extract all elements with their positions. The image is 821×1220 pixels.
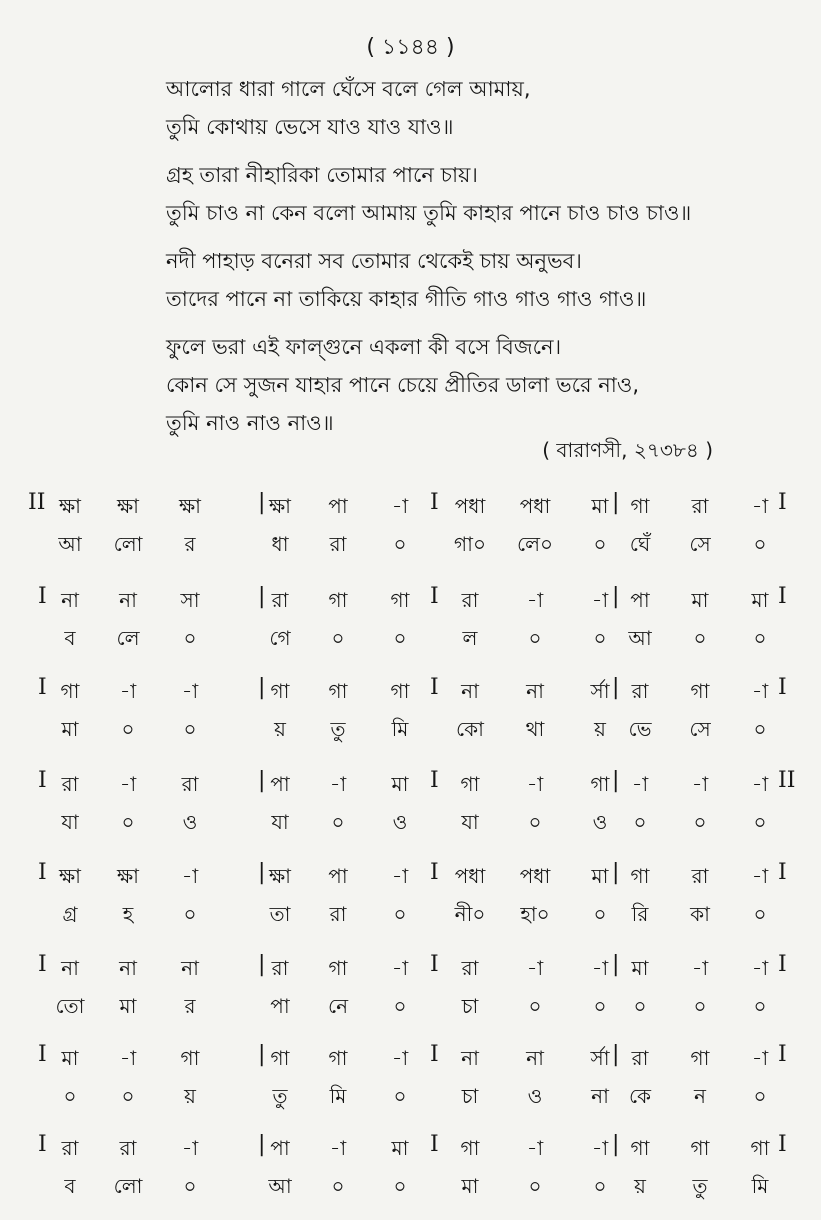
note-cell: গা (690, 679, 710, 703)
barline: | (258, 860, 266, 885)
syllable-cell: ০ (393, 532, 407, 556)
start-barline: I (38, 675, 47, 700)
syllable-cell: য় (594, 717, 606, 741)
syllable-cell: ০ (593, 626, 607, 650)
syllable-cell: তু (330, 717, 346, 741)
note-cell: -া (751, 956, 769, 980)
barline: | (258, 952, 266, 977)
note-cell: গা (630, 494, 650, 518)
syllable-cell: ০ (633, 810, 647, 834)
note-cell: রা (61, 772, 79, 796)
barline: | (258, 1132, 266, 1157)
note-cell: গা (328, 588, 348, 612)
syllable-cell: ০ (121, 717, 135, 741)
start-barline: I (38, 860, 47, 885)
lyric-line: আলোর ধারা গালে ঘেঁসে বলে গেল আমায়, (166, 77, 531, 101)
note-cell: না (526, 1046, 544, 1070)
syllable-cell: ০ (593, 532, 607, 556)
syllable-cell: ০ (331, 810, 345, 834)
syllable-cell: য় (184, 1084, 196, 1108)
place-date-credit: ( বারাণসী, ২৭৩৮৪ ) (542, 438, 713, 462)
syllable-cell: সে (689, 717, 711, 741)
note-cell: র্সা (590, 679, 610, 703)
note-cell: গা (460, 1136, 480, 1160)
end-barline: I (778, 952, 787, 977)
syllable-cell: ব (64, 626, 76, 650)
syllable-cell: ন (694, 1084, 706, 1108)
syllable-cell: ও (592, 810, 608, 834)
note-cell: না (461, 679, 479, 703)
notation-row (0, 950, 821, 1040)
syllable-cell: ও (392, 810, 408, 834)
syllable-cell: চা (461, 1084, 479, 1108)
note-cell: গা (328, 956, 348, 980)
note-cell: -া (526, 588, 544, 612)
note-cell: -া (526, 772, 544, 796)
end-barline: I (778, 490, 787, 515)
syllable-cell: হ (122, 902, 134, 926)
note-cell: গা (460, 772, 480, 796)
note-cell: সা (180, 588, 200, 612)
syllable-cell: লে (116, 626, 140, 650)
syllable-cell: কে (628, 1084, 652, 1108)
syllable-cell: মা (61, 717, 79, 741)
syllable-cell: ০ (528, 810, 542, 834)
syllable-cell: ঘেঁ (629, 532, 651, 556)
note-cell: -া (526, 956, 544, 980)
note-cell: গা (630, 864, 650, 888)
note-cell: গা (270, 679, 290, 703)
note-cell: ক্ষা (116, 864, 139, 888)
note-cell: ক্ষা (116, 494, 139, 518)
syllable-cell: গ্র (62, 902, 78, 926)
note-cell: পা (630, 588, 650, 612)
barline: | (612, 1042, 620, 1067)
note-cell: -া (119, 1046, 137, 1070)
note-cell: রা (691, 494, 709, 518)
note-cell: রা (271, 588, 289, 612)
syllable-cell: মা (461, 1174, 479, 1198)
note-cell: -া (591, 1136, 609, 1160)
note-cell: রা (181, 772, 199, 796)
syllable-cell: যা (461, 810, 479, 834)
syllable-cell: মা (119, 994, 137, 1018)
syllable-cell: সে (689, 532, 711, 556)
syllable-cell: রা (329, 902, 347, 926)
note-cell: গা (390, 588, 410, 612)
end-barline: I (778, 584, 787, 609)
syllable-cell: আ (268, 1174, 292, 1198)
syllable-cell: ও (182, 810, 198, 834)
barline: I (430, 675, 439, 700)
syllable-cell: ০ (528, 994, 542, 1018)
note-cell: গা (690, 1136, 710, 1160)
note-cell: -া (329, 1136, 347, 1160)
end-barline: I (778, 675, 787, 700)
note-cell: পা (328, 864, 348, 888)
syllable-cell: যা (271, 810, 289, 834)
barline: I (430, 490, 439, 515)
syllable-cell: ০ (753, 626, 767, 650)
note-cell: গা (590, 772, 610, 796)
note-cell: মা (61, 1046, 79, 1070)
syllable-cell: ০ (183, 1174, 197, 1198)
syllable-cell: মি (391, 717, 409, 741)
barline: | (258, 1042, 266, 1067)
syllable-cell: ০ (183, 626, 197, 650)
barline: | (258, 584, 266, 609)
notation-row (0, 673, 821, 763)
note-cell: মা (391, 772, 409, 796)
lyric-line: ফুলে ভরা এই ফাল্গুনে একলা কী বসে বিজনে। (166, 335, 562, 359)
note-cell: না (181, 956, 199, 980)
end-barline: I (778, 860, 787, 885)
note-cell: পা (270, 1136, 290, 1160)
barline: I (430, 768, 439, 793)
syllable-cell: র (184, 994, 196, 1018)
note-cell: -া (391, 864, 409, 888)
syllable-cell: ০ (121, 810, 135, 834)
note-cell: রা (461, 588, 479, 612)
syllable-cell: ০ (593, 994, 607, 1018)
note-cell: -া (181, 864, 199, 888)
note-cell: ক্ষা (58, 864, 81, 888)
syllable-cell: ল (462, 626, 478, 650)
syllable-cell: আ (58, 532, 82, 556)
syllable-cell: আ (628, 626, 652, 650)
syllable-cell: ০ (183, 902, 197, 926)
lyric-line: কোন সে সুজন যাহার পানে চেয়ে প্রীতির ডালা ভরে নাও, (166, 373, 640, 397)
syllable-cell: ধা (271, 532, 289, 556)
note-cell: -া (119, 772, 137, 796)
note-cell: রা (631, 679, 649, 703)
notation-row (0, 1130, 821, 1220)
note-cell: গা (180, 1046, 200, 1070)
syllable-cell: য় (634, 1174, 646, 1198)
syllable-cell: ০ (393, 994, 407, 1018)
syllable-cell: রা (329, 532, 347, 556)
note-cell: -া (391, 956, 409, 980)
note-cell: -া (751, 1046, 769, 1070)
note-cell: মা (631, 956, 649, 980)
syllable-cell: ব (64, 1174, 76, 1198)
note-cell: মা (391, 1136, 409, 1160)
syllable-cell: গে (269, 626, 291, 650)
start-barline: I (38, 952, 47, 977)
notation-row (0, 766, 821, 856)
note-cell: পধা (519, 864, 551, 888)
note-cell: -া (591, 588, 609, 612)
note-cell: পধা (519, 494, 551, 518)
start-barline: II (28, 490, 46, 515)
note-cell: -া (181, 1136, 199, 1160)
notation-row (0, 1040, 821, 1130)
syllable-cell: চা (461, 994, 479, 1018)
note-cell: মা (751, 588, 769, 612)
start-barline: I (38, 584, 47, 609)
barline: | (612, 860, 620, 885)
note-cell: গা (328, 679, 348, 703)
barline: | (612, 584, 620, 609)
syllable-cell: র (184, 532, 196, 556)
syllable-cell: ০ (528, 1174, 542, 1198)
syllable-cell: ০ (528, 626, 542, 650)
note-cell: মা (691, 588, 709, 612)
note-cell: পা (328, 494, 348, 518)
start-barline: I (38, 768, 47, 793)
note-cell: গা (690, 1046, 710, 1070)
note-cell: -া (751, 772, 769, 796)
barline: I (430, 860, 439, 885)
note-cell: গা (750, 1136, 770, 1160)
barline: I (430, 1132, 439, 1157)
syllable-cell: নে (327, 994, 349, 1018)
notation-row (0, 858, 821, 948)
syllable-cell: থা (525, 717, 545, 741)
note-cell: -া (181, 679, 199, 703)
note-cell: না (526, 679, 544, 703)
note-cell: ক্ষা (268, 864, 291, 888)
barline: | (612, 952, 620, 977)
end-barline: I (778, 1042, 787, 1067)
syllable-cell: ও (527, 1084, 543, 1108)
syllable-cell: ০ (753, 810, 767, 834)
syllable-cell: রি (631, 902, 649, 926)
barline: | (612, 675, 620, 700)
end-barline: II (778, 768, 796, 793)
lyric-line: তুমি নাও নাও নাও॥ (166, 411, 334, 435)
syllable-cell: ০ (693, 810, 707, 834)
syllable-cell: কা (690, 902, 710, 926)
syllable-cell: ০ (393, 1084, 407, 1108)
syllable-cell: ০ (393, 626, 407, 650)
syllable-cell: ০ (593, 1174, 607, 1198)
note-cell: রা (631, 1046, 649, 1070)
syllable-cell: ০ (331, 1174, 345, 1198)
syllable-cell: ০ (593, 902, 607, 926)
syllable-cell: ভে (628, 717, 652, 741)
note-cell: গা (328, 1046, 348, 1070)
note-cell: মা (591, 864, 609, 888)
syllable-cell: ০ (753, 902, 767, 926)
notation-row (0, 582, 821, 672)
syllable-cell: তা (269, 902, 291, 926)
barline: | (258, 490, 266, 515)
syllable-cell: ০ (753, 532, 767, 556)
syllable-cell: লো (113, 1174, 143, 1198)
syllable-cell: তো (55, 994, 85, 1018)
note-cell: -া (751, 679, 769, 703)
lyric-line: তাদের পানে না তাকিয়ে কাহার গীতি গাও গাও গাও গাও॥ (166, 287, 647, 311)
syllable-cell: ০ (753, 717, 767, 741)
syllable-cell: লে০ (516, 532, 554, 556)
note-cell: -া (391, 1046, 409, 1070)
syllable-cell: যা (61, 810, 79, 834)
syllable-cell: ০ (693, 994, 707, 1018)
note-cell: না (119, 956, 137, 980)
barline: I (430, 952, 439, 977)
syllable-cell: য় (274, 717, 286, 741)
note-cell: -া (751, 864, 769, 888)
note-cell: না (61, 956, 79, 980)
syllable-cell: না (591, 1084, 609, 1108)
barline: | (612, 490, 620, 515)
syllable-cell: মি (329, 1084, 347, 1108)
note-cell: পধা (454, 864, 486, 888)
note-cell: -া (631, 772, 649, 796)
lyric-line: গ্রহ তারা নীহারিকা তোমার পানে চায়। (166, 163, 478, 187)
barline: | (612, 1132, 620, 1157)
syllable-cell: গা০ (454, 532, 486, 556)
syllable-cell: লো (113, 532, 143, 556)
start-barline: I (38, 1042, 47, 1067)
syllable-cell: তু (272, 1084, 288, 1108)
note-cell: -া (391, 494, 409, 518)
syllable-cell: ০ (183, 717, 197, 741)
syllable-cell: ০ (63, 1084, 77, 1108)
syllable-cell: ০ (121, 1084, 135, 1108)
lyric-line: তুমি কোথায় ভেসে যাও যাও যাও॥ (166, 115, 454, 139)
syllable-cell: নী০ (454, 902, 486, 926)
syllable-cell: ০ (753, 994, 767, 1018)
syllable-cell: কো (456, 717, 484, 741)
note-cell: রা (119, 1136, 137, 1160)
note-cell: না (461, 1046, 479, 1070)
note-cell: ক্ষা (268, 494, 291, 518)
note-cell: পধা (454, 494, 486, 518)
note-cell: পা (270, 772, 290, 796)
note-cell: গা (60, 679, 80, 703)
note-cell: ক্ষা (178, 494, 201, 518)
barline: I (430, 1042, 439, 1067)
note-cell: রা (271, 956, 289, 980)
note-cell: না (119, 588, 137, 612)
barline: | (612, 768, 620, 793)
note-cell: -া (329, 772, 347, 796)
note-cell: -া (691, 772, 709, 796)
end-barline: I (778, 1132, 787, 1157)
note-cell: রা (461, 956, 479, 980)
syllable-cell: ০ (393, 902, 407, 926)
syllable-cell: ০ (753, 1084, 767, 1108)
syllable-cell: হা০ (520, 902, 550, 926)
note-cell: গা (270, 1046, 290, 1070)
note-cell: রা (61, 1136, 79, 1160)
note-cell: না (61, 588, 79, 612)
note-cell: -া (751, 494, 769, 518)
note-cell: মা (591, 494, 609, 518)
barline: | (258, 675, 266, 700)
syllable-cell: ০ (633, 994, 647, 1018)
barline: | (258, 768, 266, 793)
note-cell: রা (691, 864, 709, 888)
barline: I (430, 584, 439, 609)
syllable-cell: পা (270, 994, 290, 1018)
note-cell: ক্ষা (58, 494, 81, 518)
note-cell: -া (691, 956, 709, 980)
syllable-cell: তু (692, 1174, 708, 1198)
syllable-cell: ০ (331, 626, 345, 650)
note-cell: -া (119, 679, 137, 703)
note-cell: -া (526, 1136, 544, 1160)
syllable-cell: মি (751, 1174, 769, 1198)
notation-row (0, 488, 821, 578)
note-cell: গা (630, 1136, 650, 1160)
syllable-cell: ০ (393, 1174, 407, 1198)
page-number: ( ১১৪৪ ) (366, 35, 455, 60)
syllable-cell: ০ (693, 626, 707, 650)
note-cell: গা (390, 679, 410, 703)
lyric-line: তুমি চাও না কেন বলো আমায় তুমি কাহার পানে চাও চাও চাও॥ (166, 201, 692, 225)
start-barline: I (38, 1132, 47, 1157)
note-cell: র্সা (590, 1046, 610, 1070)
note-cell: -া (591, 956, 609, 980)
lyric-line: নদী পাহাড় বনেরা সব তোমার থেকেই চায় অনুভব। (166, 249, 582, 273)
